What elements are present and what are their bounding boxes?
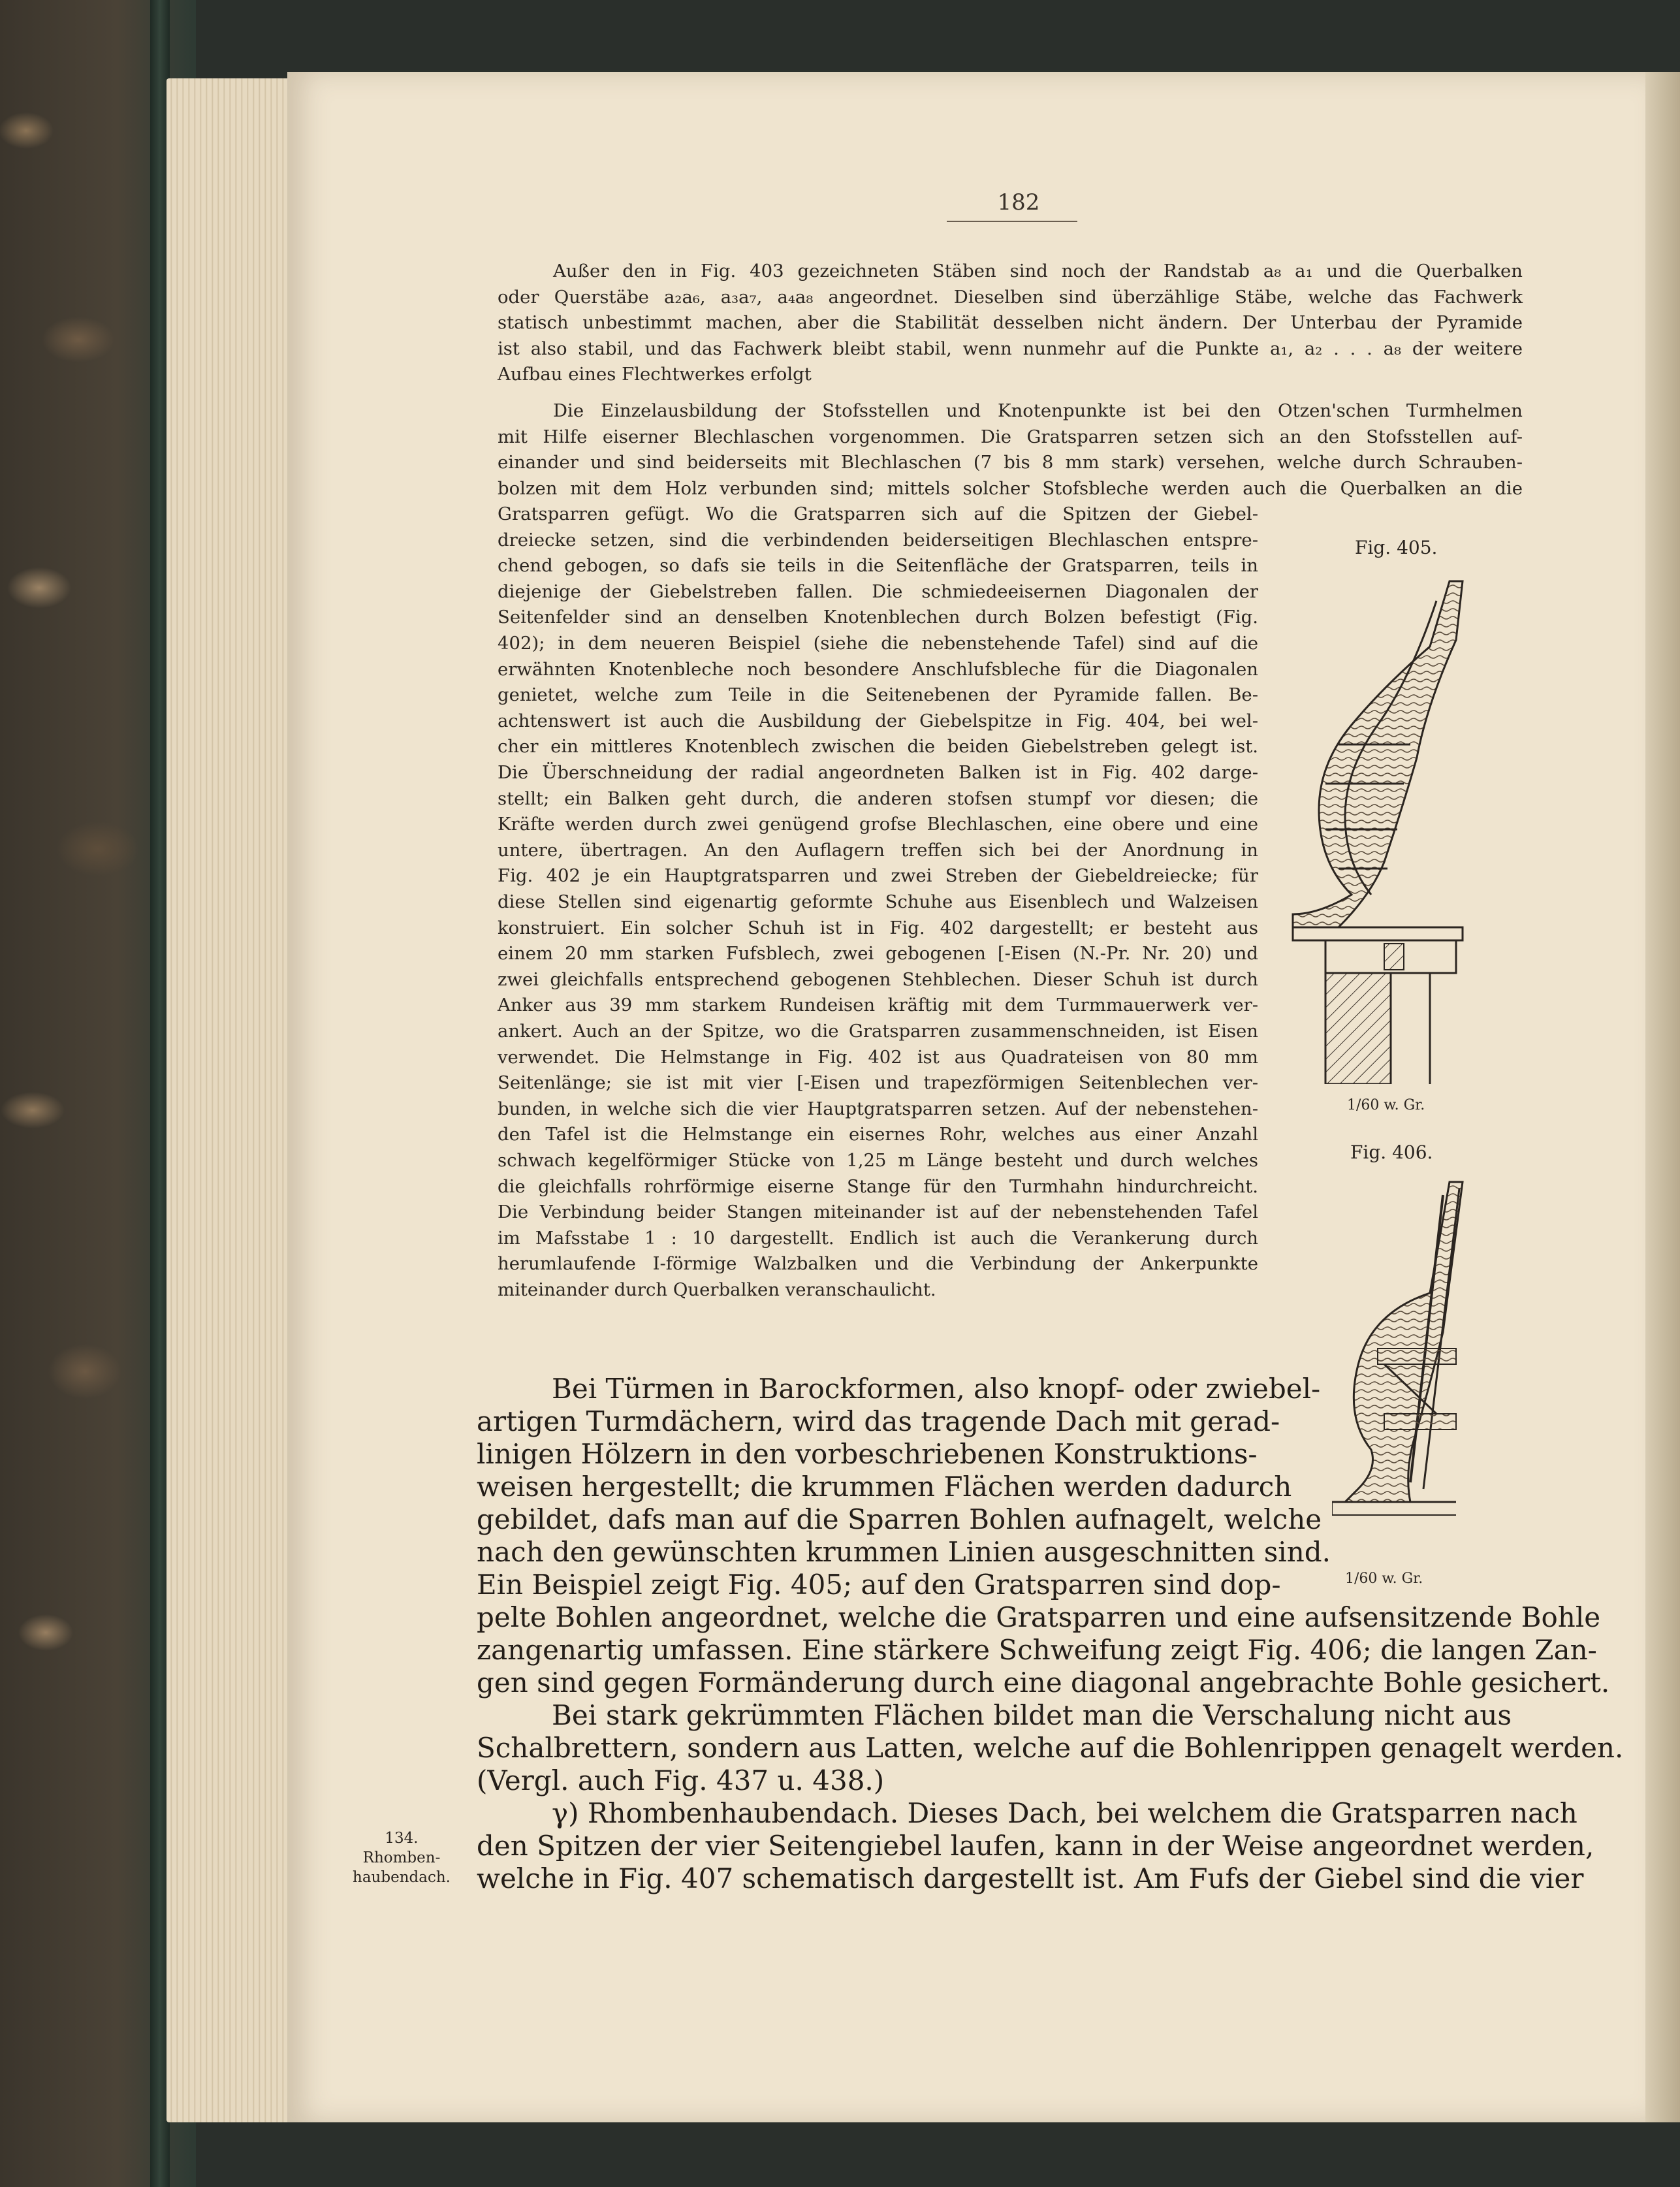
text-line: welche in Fig. 407 schematisch dargestellt ist. Am Fufs der Giebel sind die vier: [477, 1862, 1584, 1894]
fig-406-drawing: [1332, 1175, 1482, 1561]
text-line: konstruiert. Ein solcher Schuh ist in Fig. 402 dargestellt; er besteht aus: [498, 917, 1258, 938]
text-line: Ein Beispiel zeigt Fig. 405; auf den Gratsparren sind dop-: [477, 1569, 1281, 1601]
text-line: Seitenfelder sind an denselben Knotenblechen durch Bolzen befestigt (Fig.: [498, 607, 1258, 628]
text-line: Kräfte werden durch zwei genügend grofse Blechlaschen, eine obere und eine: [498, 814, 1258, 835]
text-line: den Spitzen der vier Seitengiebel laufen, kann in der Weise angeordnet werden,: [477, 1830, 1594, 1862]
text-line: Seitenlänge; sie ist mit vier [-Eisen und trapezförmigen Seitenblechen ver-: [498, 1072, 1258, 1094]
text-line: erwähnten Knotenbleche noch besondere Anschlufsbleche für die Diagonalen: [498, 658, 1258, 680]
text-line: cher ein mittleres Knotenblech zwischen die beiden Giebelstreben gelegt ist.: [498, 736, 1258, 758]
text-line: verwendet. Die Helmstange in Fig. 402 ist aus Quadrateisen von 80 mm: [498, 1046, 1258, 1068]
text-line: Die Einzelausbildung der Stofsstellen und Knotenpunkte ist bei den Otzen'schen Turmhelmen: [553, 400, 1523, 421]
text-line: stellt; ein Balken geht durch, die anderen stofsen stumpf vor diesen; die: [498, 788, 1258, 809]
margin-note-line1: Rhomben-: [362, 1849, 441, 1866]
text-line: Gratsparren gefügt. Wo die Gratsparren sich auf die Spitzen der Giebel-: [498, 503, 1258, 524]
text-line: herumlaufende I-förmige Walzbalken und die Verbindung der Ankerpunkte: [498, 1253, 1258, 1275]
margin-note-line2: haubendach.: [353, 1869, 451, 1886]
text-line: Anker aus 39 mm starkem Rundeisen kräftig mit dem Turmmauerwerk ver-: [498, 995, 1258, 1016]
text-line: mit Hilfe eiserner Blechlaschen vorgenommen. Die Gratsparren setzen sich an den Stofsstellen auf-: [498, 426, 1523, 447]
margin-note: [346, 1828, 457, 1887]
text-line: gebildet, dafs man auf die Sparren Bohlen aufnagelt, welche: [477, 1503, 1322, 1535]
text-line: dreiecke setzen, sind die verbindenden beiderseitigen Blechlaschen entspre-: [498, 529, 1258, 551]
fig-405-scale: 1/60 w. Gr.: [1347, 1097, 1425, 1113]
fig-405-drawing: [1280, 575, 1476, 1084]
text-line: weisen hergestellt; die krummen Flächen werden dadurch: [477, 1471, 1292, 1503]
text-line: 402); in dem neueren Beispiel (siehe die nebenstehende Tafel) sind auf die: [498, 633, 1258, 654]
text-line: Schalbrettern, sondern aus Latten, welche auf die Bohlenrippen genagelt werden.: [477, 1732, 1624, 1764]
text-line: ist also stabil, und das Fachwerk bleibt stabil, wenn nunmehr auf die Punkte a₁, a₂ . . . a₈ der weitere: [498, 338, 1523, 359]
text-line: untere, übertragen. An den Auflagern treffen sich bei der Anordnung in: [498, 839, 1258, 861]
text-line: genietet, welche zum Teile in die Seitenebenen der Pyramide fallen. Be-: [498, 684, 1258, 706]
fig-406-scale: 1/60 w. Gr.: [1345, 1571, 1423, 1587]
margin-note-number: 134.: [385, 1830, 419, 1847]
text-line: Bei stark gekrümmten Flächen bildet man die Verschalung nicht aus: [552, 1699, 1512, 1731]
text-line: achtenswert ist auch die Ausbildung der Giebelspitze in Fig. 404, bei wel-: [498, 710, 1258, 731]
text-line: nach den gewünschten krummen Linien ausgeschnitten sind.: [477, 1536, 1331, 1568]
fig-406-label: Fig. 406.: [1350, 1141, 1433, 1163]
page-stack-edges: [166, 78, 291, 2122]
text-line: Außer den in Fig. 403 gezeichneten Stäben sind noch der Randstab a₈ a₁ und die Querbalken: [553, 261, 1523, 281]
header-rule: [947, 221, 1077, 222]
text-line: oder Querstäbe a₂a₆, a₃a₇, a₄a₈ angeordnet. Dieselben sind überzählige Stäbe, welche das Fachwerk: [498, 286, 1523, 308]
text-line: chend gebogen, so dafs sie teils in die Seitenfläche der Gratsparren, teils in: [498, 555, 1258, 577]
text-line: miteinander durch Querbalken veranschaulicht.: [498, 1279, 936, 1300]
text-line: den Tafel ist die Helmstange ein eisernes Rohr, welches aus einer Anzahl: [498, 1124, 1258, 1145]
text-line: diese Stellen sind eigenartig geformte Schuhe aus Eisenblech und Walzeisen: [498, 891, 1258, 912]
page-number: 182: [997, 189, 1040, 216]
text-line: Bei Türmen in Barockformen, also knopf- oder zwiebel-: [552, 1373, 1321, 1405]
text-line: diejenige der Giebelstreben fallen. Die schmiedeeisernen Diagonalen der: [498, 581, 1258, 602]
text-line: einem 20 mm starken Fufsblech, zwei gebogenen [-Eisen (N.-Pr. Nr. 20) und: [498, 943, 1258, 965]
text-line: Aufbau eines Flechtwerkes erfolgt: [498, 364, 812, 385]
text-line: schwach kegelförmiger Stücke von 1,25 m Länge besteht und durch welches: [498, 1150, 1258, 1171]
text-line: bolzen mit dem Holz verbunden sind; mittels solcher Stofsbleche werden auch die Querbalken an die: [498, 477, 1523, 499]
text-line: die gleichfalls rohrförmige eiserne Stange für den Turmhahn hindurchreicht.: [498, 1175, 1258, 1197]
text-line: Fig. 402 je ein Hauptgratsparren und zwei Streben der Giebeldreiecke; für: [498, 865, 1258, 887]
text-line: Die Überschneidung der radial angeordneten Balken ist in Fig. 402 darge-: [498, 762, 1258, 783]
text-line: artigen Turmdächern, wird das tragende Dach mit gerad-: [477, 1405, 1280, 1437]
text-line: gen sind gegen Formänderung durch eine diagonal angebrachte Bohle gesichert.: [477, 1667, 1610, 1699]
text-line: (Vergl. auch Fig. 437 u. 438.): [477, 1764, 885, 1796]
text-line: einander und sind beiderseits mit Blechlaschen (7 bis 8 mm stark) versehen, welche durch Schrauben-: [498, 452, 1523, 473]
text-line: pelte Bohlen angeordnet, welche die Gratsparren und eine aufsensitzende Bohle: [477, 1601, 1601, 1633]
text-line: ankert. Auch an der Spitze, wo die Gratsparren zusammenschneiden, ist Eisen: [498, 1021, 1258, 1042]
text-line: linigen Hölzern in den vorbeschriebenen Konstruktions-: [477, 1438, 1258, 1470]
text-line: statisch unbestimmt machen, aber die Stabilität desselben nicht ändern. Der Unterbau der Pyramide: [498, 312, 1523, 334]
text-line: im Mafsstabe 1 : 10 dargestellt. Endlich ist auch die Verankerung durch: [498, 1227, 1258, 1249]
text-line: γ) Rhombenhaubendach. Dieses Dach, bei welchem die Gratsparren nach: [552, 1797, 1577, 1829]
text-line: bunden, in welche sich die vier Hauptgratsparren setzen. Auf der nebenstehen-: [498, 1098, 1258, 1119]
text-line: Die Verbindung beider Stangen miteinander ist auf der nebenstehenden Tafel: [498, 1202, 1258, 1223]
text-line: zangenartig umfassen. Eine stärkere Schweifung zeigt Fig. 406; die langen Zan-: [477, 1634, 1597, 1666]
fig-405-label: Fig. 405.: [1355, 537, 1438, 558]
text-line: zwei gleichfalls entsprechend gebogenen Stehblechen. Dieser Schuh ist durch: [498, 968, 1258, 990]
facing-page-edge: [1645, 72, 1680, 2122]
